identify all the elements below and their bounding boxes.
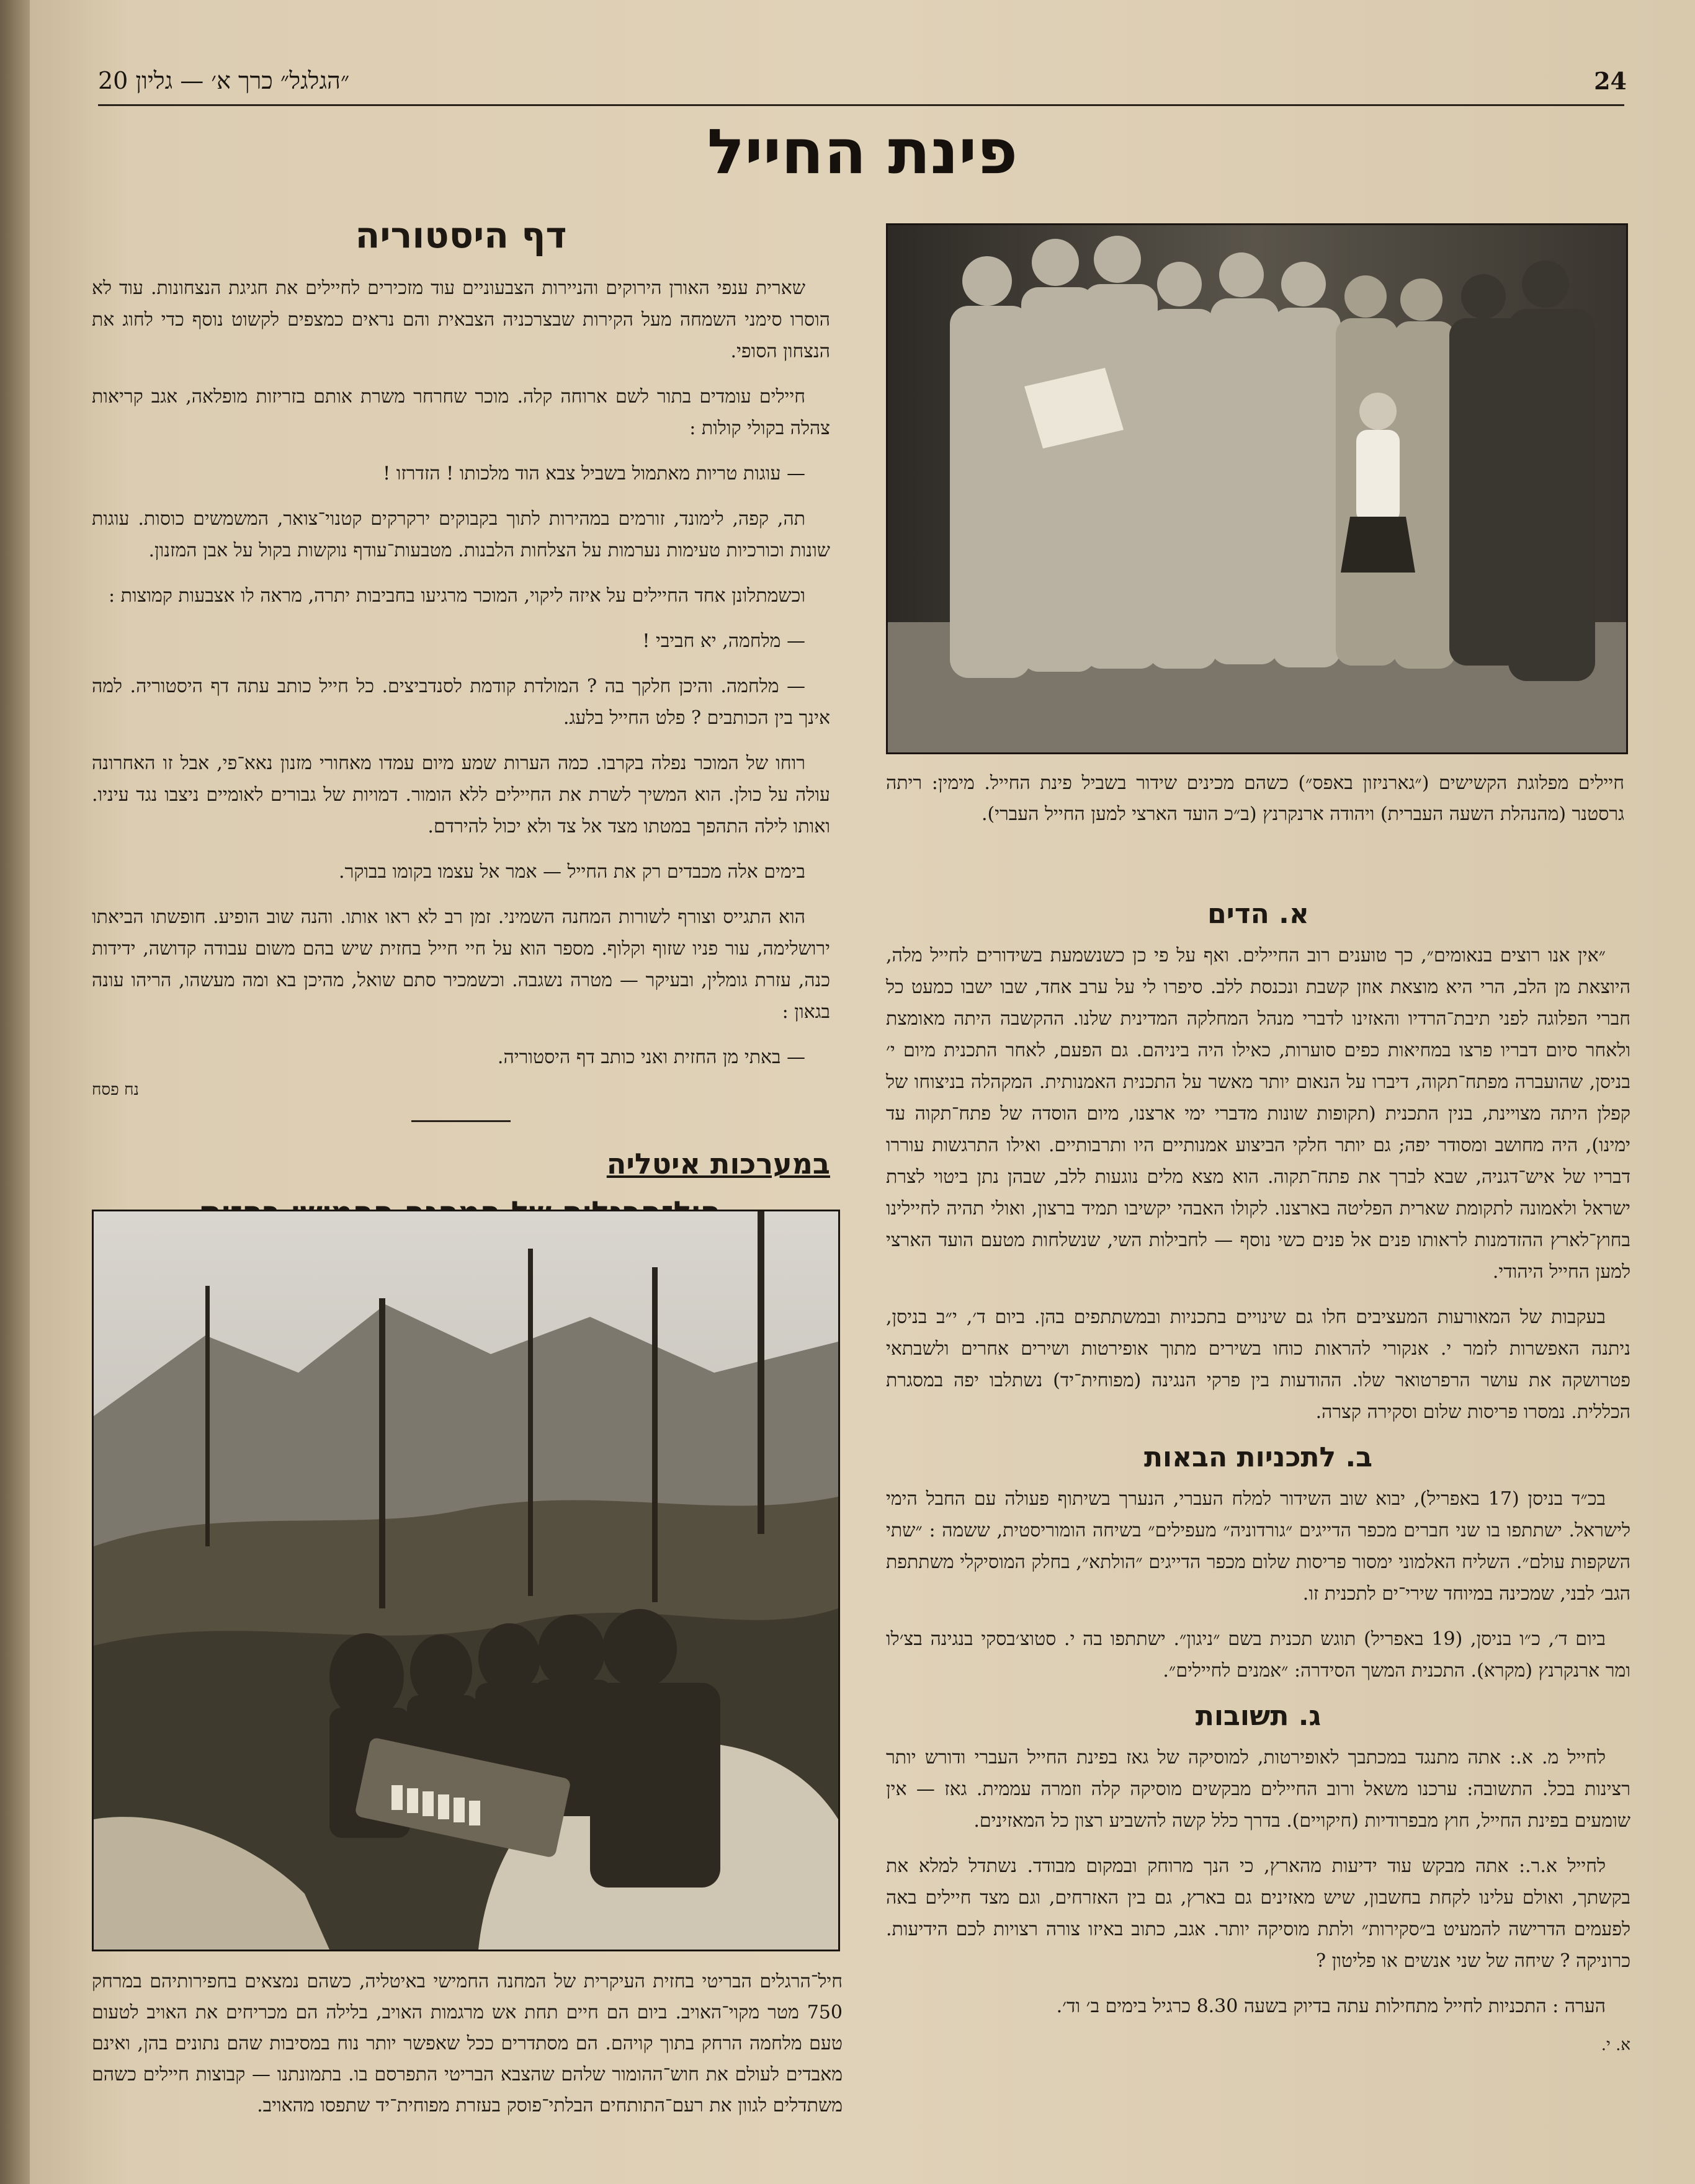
newspaper-page — [30, 0, 1695, 2184]
page-number: 24 — [1594, 67, 1627, 95]
broadcast-body — [886, 898, 1630, 1977]
broadcast-note: הערה : התכניות לחייל מתחילות עתה בדיוק בשעה 8.30 כרגיל בימים ב׳ וד׳. — [1056, 1995, 1606, 2017]
history-paragraph: תה, קפה, לימונד, זורמים במהירות לתוך בקבוקים ירקרקים קטנוי־צואר, המשמשים כוסות. עוגות שונות וכורכיות טעימות נערמות על הצלחות הלבנות. מטבעות־עודף נוקשות בקול על אבן המזנון. — [92, 508, 830, 561]
section-paragraph: בכ״ד בניסן (17 באפריל), יבוא שוב השידור למלח העברי, הנערך בשיתוף פעולה עם החבל הימי לישראל. ישתתפו בו שני חברים מכפר הדייגים ״גורדוניה״ מעפילים״ בשיחה הומוריסטית, ששמה : ״שתי השקפות עולם״. השליח האלמוני ימסור פריסות שלום מכפר הדייגים ״הולתא״, בחלק המוסיקלי משתתפת הגב׳ לבני, שמכינה במיוחד שירי־ים לתכנית זו. — [886, 1488, 1630, 1605]
history-paragraph: חיילים עומדים בתור לשם ארוחה קלה. מוכר שחרחר משרת אותם בזריזות מופלאה, אגב קריאות צהלה בקולי קולות : — [92, 386, 830, 439]
history-column — [92, 214, 830, 1249]
history-paragraph: וכשמתלונן אחד החיילים על איזה ליקוי, המוכר מרגיעו בחביבות יתרה, מראה לו אצבעות קמוצות : — [109, 585, 805, 607]
soldiers-group-photo — [886, 223, 1628, 754]
soldiers-group-photo-image — [888, 225, 1626, 752]
section-paragraph: לחייל מ. א.: אתה מתנגד במכתבך לאופירטות, למוסיקה של גאז בפינת החייל העברי ודורש יותר רצינות בכל. התשובה: ערכנו משאל ורוב החיילים מבקשים מוסיקה קלה וזמרה עממית. גאז — אין שומעים בפינת החייל, חוץ מבפרודיות (חיקויים). בדרך כלל קשה להשביע רצון כל המאזינים. — [886, 1747, 1630, 1832]
section-heading: א. הדים — [1207, 898, 1309, 930]
section-paragraph: בעקבות של המאורעות המעציבים חלו גם שינויים בתכניות ובמשתתפים בהן. ביום ד׳, י״ב בניסן, ניתנה האפשרות לזמר י. אנקורי להראות כוחו בשירים מתוך אופירטות ושירים אחרים ולשבתאי פטרושקה את עושר הרפרטואר שלו. ההודעות בין פרקי הנגינה (מפוחית־יד) נשתלבו יפה במסגרת הכללית. נמסרו פריסות שלום וסקירה קצרה. — [886, 1306, 1630, 1423]
broadcast-signature: א. י. — [1601, 2036, 1630, 2054]
history-signature: נח פסח — [92, 1081, 139, 1099]
history-paragraph: — באתי מן החזית ואני כותב דף היסטוריה. — [497, 1046, 805, 1068]
history-paragraph: רוחו של המוכר נפלה בקרבו. כמה הערות שמע מיום עמדו מאחורי מזנון נאא־פי, אבל זו האחרונה עולה על כולן. הוא המשיך לשרת את החיילים ללא הומור. דמויות של גבורים לאומיים ניצבו נגד עיניו. ואותו לילה התהפך במטתו מצד אל צד ולא יכול להירדם. — [92, 752, 830, 837]
section-paragraph: לחייל א.ר.: אתה מבקש עוד ידיעות מהארץ, כי הנך מרוחק ובמקום מבודד. נשתדל למלא את בקשתך, ואולם עלינו לקחת בחשבון, שיש מאזינים גם בארץ, גם בין האזרחים, וגם מצד חיילים באה לפעמים הדרישה להמעיט ב״סקירות״ ולתת מוסיקה יותר. אגב, כתוב באיזו צורה רצויות לכם הידיעות. כרוניקה ? שיחה של שני אנשים או פליטון ? — [886, 1855, 1630, 1972]
history-body — [92, 272, 830, 1073]
running-header: ״הגלגל״ כרך א׳ — גליון 20 — [98, 67, 350, 94]
history-heading: דף היסטוריה — [355, 214, 567, 256]
history-paragraph: בימים אלה מכבדים רק את החייל — אמר אל עצמו בקומו בבוקר. — [339, 861, 805, 883]
section-heading: ג. תשובות — [1195, 1700, 1322, 1732]
page-title: פינת החייל — [707, 115, 1018, 188]
history-paragraph: שארית ענפי האורן הירוקים והניירות הצבעוניים עוד מזכירים לחיילים את חגיגת הנצחונות. עוד לא הוסרו סימני השמחה מעל הקירות שבצרכניה הצבאית והם נראים כמצפים לקשוט נוסף כדי לחוג את הנצחון הסופי. — [92, 277, 830, 362]
infantry-photo-image — [94, 1211, 838, 1950]
history-paragraph: — עוגות טריות מאתמול בשביל צבא הוד מלכותו ! הזדרזו ! — [383, 463, 805, 484]
italy-kicker: במערכות איטליה — [606, 1147, 830, 1180]
previous-page-edge — [0, 0, 30, 2184]
history-paragraph: הוא התגייס וצורף לשורות המחנה השמיני. זמן רב לא ראו אותו. והנה שוב הופיע. חופשתו הביאתו ירושלימה, עור פניו שזוף וקלוף. מספר הוא על חיי חייל בחזית שיש בהם משום עבודה קדושה, ידידות כנה, עזרת גומלין, ובעיקר — מטרה נשגבה. וכשמכיר סתם שואל, מהיכן בא ומה מעשהו, הריהו עונה בגאון : — [92, 906, 830, 1023]
history-paragraph: — מלחמה, יא חביבי ! — [642, 630, 805, 652]
infantry-photo — [92, 1210, 840, 1951]
section-paragraph: ״אין אנו רוצים בנאומים״, כך טוענים רוב החיילים. ואף על פי כן כשנשמעת בשידורים לחייל מלה, היוצאת מן הלב, הרי היא מוצאת אוזן קשבת ונכנסת ללב. סיפרו לי על ערב אחד, שבו ישבו כמעט כל חברי הפלוגה לפני תיבת־הרדיו והאזינו לדברי מנהל המחלקה המדינית שלנו. ההקשבה היתה מאומצת ולאחר סיום דבריו פרצו במחיאות כפים סוערות, כאילו היה ביניהם. גם הפעם, לאחר התכנית מיום י׳ בניסן, שהועברה מפתח־תקוה, דיברו על הנאום יותר מאשר על התכנית האמנותית. המקהלה בניצוחו של קפלן היתה מצויינת, בנין התכנית (תקופות שונות מדברי ימי ארצנו, מיום הוסדה של פתח־תקוה עד ימינו), היה מחושב ומסודר יפה; גם יותר חלקי הביצוע אמנותיים היו ותרבותיים. ואילו התרגשות עוררו דבריו של איש־דגניה, שבא לברך את פתח־תקוה. הוא מצא מלים נוגעות ללב, שבהן נתן ביטוי לצרת ישראל ולאמונה לתקומת שארית הפליטה בארצנו. לקולו האבהי יקשיבו תמיד ברצון, ואולי תהיה לחיילינו בחוץ־לארץ ההזדמנות לראותו פנים אל פנים כשי נוסף — לחבילות השי, שנשלחות מטעם הועד הארצי למען החייל היהודי. — [886, 945, 1630, 1283]
broadcast-column — [886, 887, 1630, 2054]
italy-caption: חיל־הרגלים הבריטי בחזית העיקרית של המחנה החמישי באיטליה, כשהם נמצאים בחפירותיהם במרחק 750 מטר מקוי־האויב. ביום הם חיים תחת אש מרגמות האויב, בלילה הם מכריחים את האויב לטעום טעם מלחמה הרחק בתוך קויהם. הם מסתדרים ככל שאפשר יותר נוח במסיבות שהם נתונים בהן, ואינם מאבדים לעולם את חוש־ההומור שלהם שהצבא הבריטי התפרסם בו. בתמונתנו — קבוצות חיילים כשהם משתדלים לגוון את רעם־התותחים הבלתי־פוסק בעזרת מפוחית־יד שתפסו מהאויב. — [92, 1971, 843, 2116]
separator-rule — [411, 1120, 511, 1122]
header-rule — [98, 104, 1624, 106]
section-paragraph: ביום ד׳, כ״ו בניסן, (19 באפריל) תוגש תכנית בשם ״ניגון״. ישתתפו בה י. סטוצ׳בסקי בנגינה בצ׳לו ומר ארנקרנץ (מקרא). התכנית המשך הסידרה: ״אמנים לחיילים״. — [886, 1628, 1630, 1682]
section-heading: ב. לתכניות הבאות — [1143, 1442, 1373, 1473]
history-paragraph: — מלחמה. והיכן חלקך בה ? המולדת קודמת לסנדביצים. כל חייל כותב עתה דף היסטוריה. למה אינך בין הכותבים ? פלט החייל בלעג. — [92, 675, 830, 729]
broadcast-photo-caption: חיילים מפלוגת הקשישים (״גארניזון באפס״) כשהם מכינים שידור בשביל פינת החייל. מימין: ריתה גרסטנר (מהנהלת השעה העברית) ויהודה ארנקרנץ (ב״כ הועד הארצי למען החייל העברי). — [886, 772, 1624, 825]
